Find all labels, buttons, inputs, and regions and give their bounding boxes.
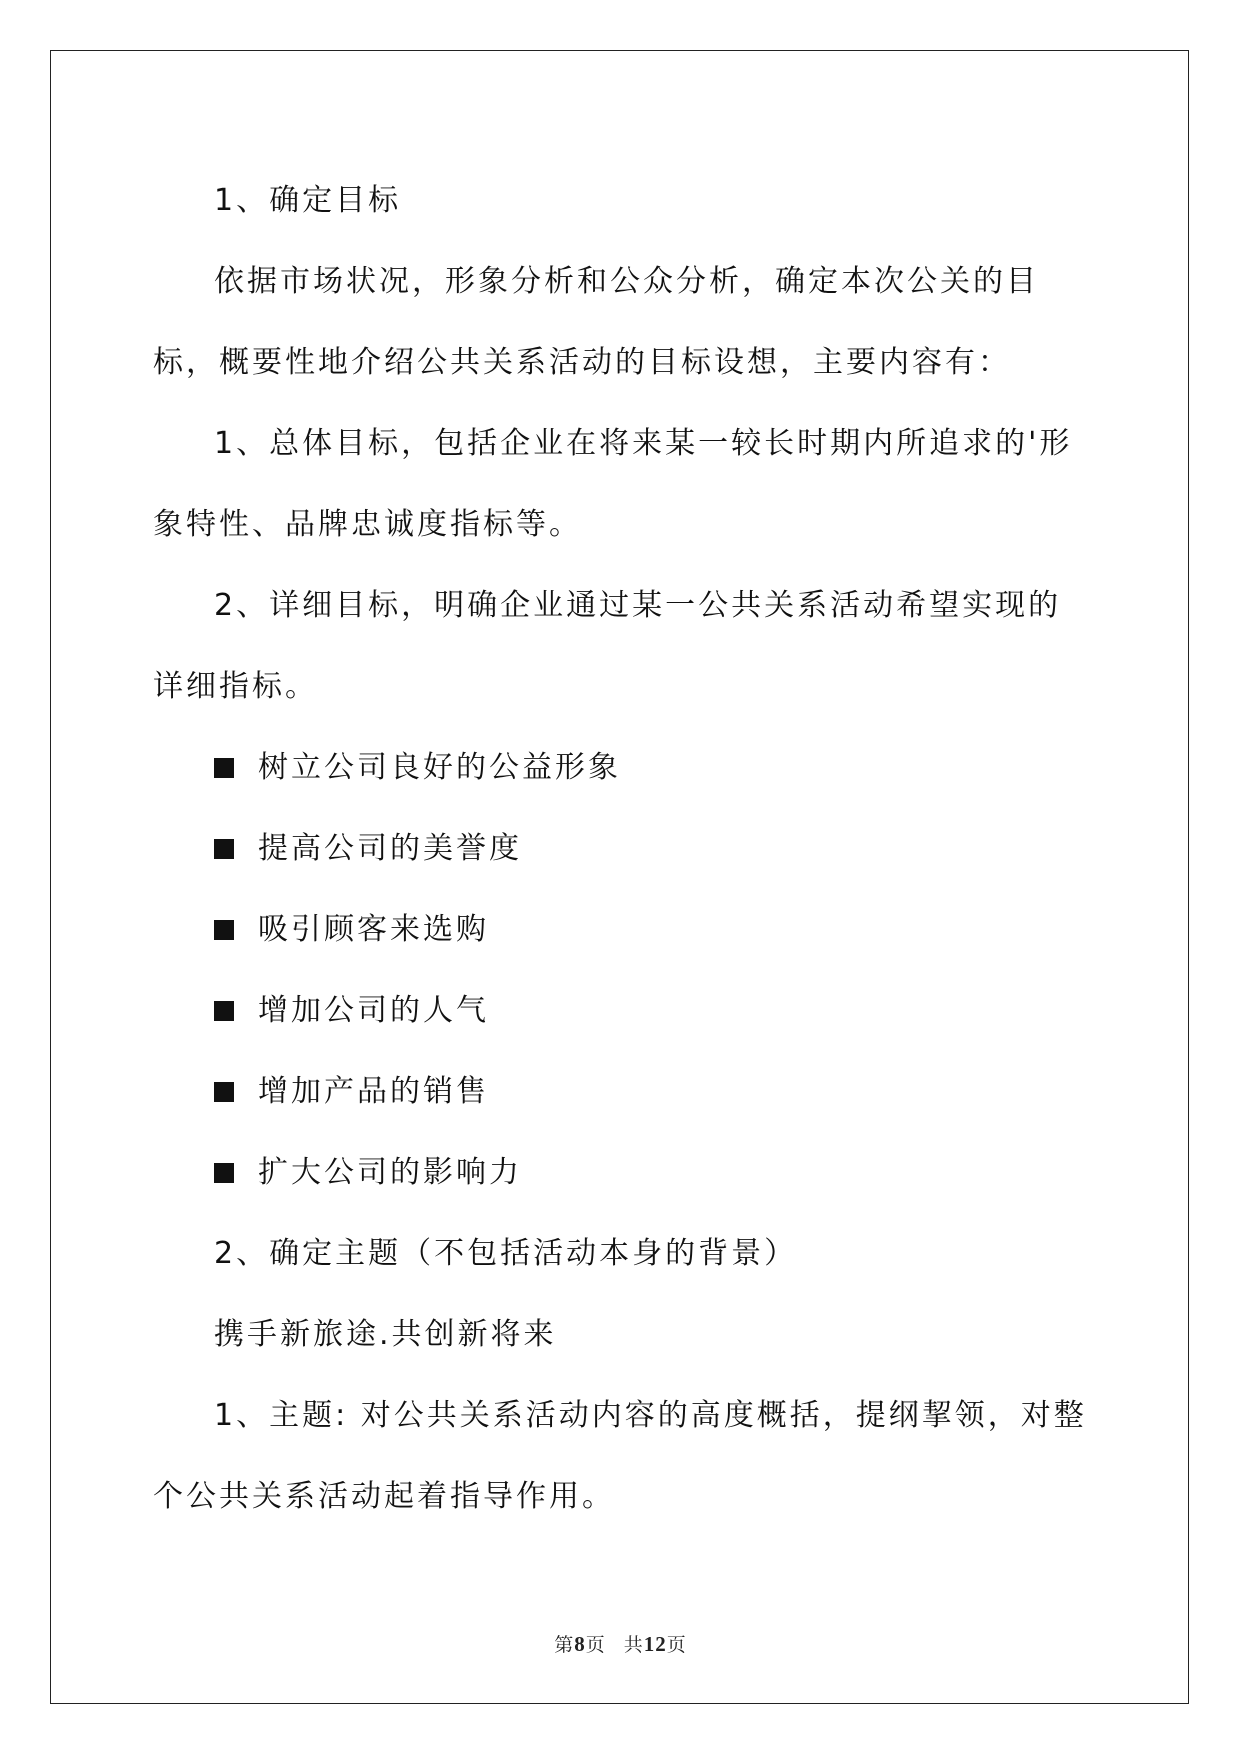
square-bullet-icon xyxy=(214,1082,234,1102)
footer-prefix: 第 xyxy=(554,1634,575,1656)
square-bullet-icon xyxy=(214,839,234,859)
footer-total-prefix: 共 xyxy=(623,1634,644,1656)
detailed-goal-paragraph: 2、详细目标，明确企业通过某一公共关系活动希望实现的详细指标。 xyxy=(153,588,1062,704)
footer-page-word: 页 xyxy=(585,1634,606,1656)
footer-total-suffix: 页 xyxy=(666,1634,687,1656)
list-item-text: 扩大公司的影响力 xyxy=(258,1155,522,1190)
list-item xyxy=(153,1132,1093,1213)
square-bullet-icon xyxy=(214,1163,234,1183)
list-item-text: 提高公司的美誉度 xyxy=(258,831,522,866)
square-bullet-icon xyxy=(214,1001,234,1021)
list-item xyxy=(153,808,1093,889)
current-page-number: 8 xyxy=(574,1632,586,1656)
list-item xyxy=(153,889,1093,970)
list-item-text: 增加产品的销售 xyxy=(258,1074,489,1109)
goal-list xyxy=(153,727,1093,1213)
list-item-text: 吸引顾客来选购 xyxy=(258,912,489,947)
list-item xyxy=(153,970,1093,1051)
theme-slogan: 携手新旅途.共创新将来 xyxy=(214,1317,557,1352)
total-pages-number: 12 xyxy=(643,1632,667,1656)
document-body xyxy=(153,160,1093,1537)
list-item xyxy=(153,727,1093,808)
list-item-text: 树立公司良好的公益形象 xyxy=(258,750,621,785)
section-1-heading: 1、确定目标 xyxy=(214,183,402,218)
page-footer xyxy=(0,1630,1241,1657)
square-bullet-icon xyxy=(214,758,234,778)
section-1-intro: 依据市场状况，形象分析和公众分析，确定本次公关的目标，概要性地介绍公共关系活动的目标设想，主要内容有： xyxy=(153,264,1039,380)
list-item-text: 增加公司的人气 xyxy=(258,993,489,1028)
theme-definition-paragraph: 1、主题: 对公共关系活动内容的高度概括，提纲挈领，对整个公共关系活动起着指导作用。 xyxy=(153,1398,1087,1514)
list-item xyxy=(153,1051,1093,1132)
overall-goal-paragraph: 1、总体目标，包括企业在将来某一较长时期内所追求的'形象特性、品牌忠诚度指标等。 xyxy=(153,426,1073,542)
square-bullet-icon xyxy=(214,920,234,940)
section-2-heading: 2、确定主题（不包括活动本身的背景） xyxy=(214,1236,798,1271)
